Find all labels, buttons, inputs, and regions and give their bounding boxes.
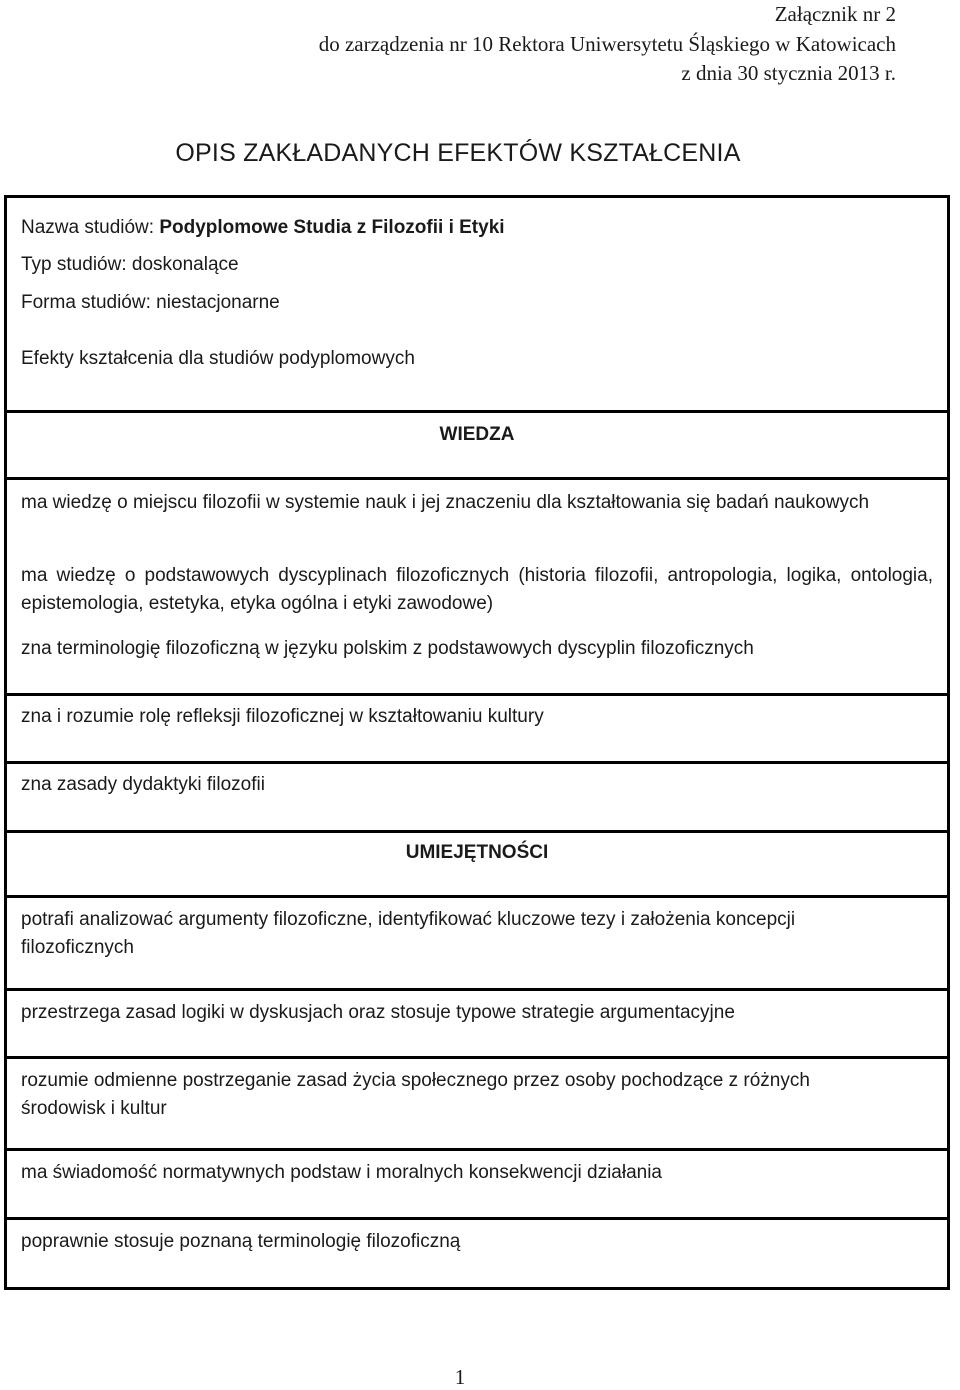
study-type: Typ studiów: doskonalące bbox=[21, 254, 239, 275]
learning-outcomes-table bbox=[4, 195, 950, 1290]
knowledge-item: zna zasady dydaktyki filozofii bbox=[21, 774, 265, 795]
knowledge-item: zna i rozumie rolę refleksji filozoficznej w kształtowaniu kultury bbox=[21, 706, 544, 727]
skills-heading: UMIEJĘTNOŚCI bbox=[405, 842, 549, 863]
study-form: Forma studiów: niestacjonarne bbox=[21, 292, 280, 313]
skills-item: poprawnie stosuje poznaną terminologię filozoficzną bbox=[21, 1231, 461, 1252]
regulation-date: z dnia 30 stycznia 2013 r. bbox=[681, 61, 896, 85]
divider bbox=[7, 477, 947, 480]
skills-item: rozumie odmienne postrzeganie zasad życia społecznego przez osoby pochodzące z różnych środowisk i kultur bbox=[21, 1070, 810, 1119]
regulation-reference: do zarządzenia nr 10 Rektora Uniwersytetu Śląskiego w Katowicach bbox=[318, 31, 896, 56]
divider bbox=[7, 988, 947, 991]
knowledge-item: ma wiedzę o podstawowych dyscyplinach filozoficznych (historia filozofii, antropologia, logika, ontologia, epistemologia, estetyka, etyka ogólna i etyki zawodowe) bbox=[21, 565, 933, 614]
divider bbox=[7, 1148, 947, 1151]
effects-description: Efekty kształcenia dla studiów podyplomowych bbox=[21, 348, 415, 369]
document-title: OPIS ZAKŁADANYCH EFEKTÓW KSZTAŁCENIA bbox=[175, 139, 741, 167]
study-name bbox=[7, 214, 947, 242]
divider bbox=[7, 761, 947, 764]
divider bbox=[7, 1217, 947, 1220]
knowledge-heading: WIEDZA bbox=[439, 424, 515, 445]
divider bbox=[7, 830, 947, 833]
page-number: 1 bbox=[454, 1365, 466, 1389]
skills-item: ma świadomość normatywnych podstaw i moralnych konsekwencji działania bbox=[21, 1162, 662, 1183]
divider bbox=[7, 1056, 947, 1059]
study-name-label: Nazwa studiów: bbox=[21, 217, 160, 238]
skills-item: potrafi analizować argumenty filozoficzne, identyfikować kluczowe tezy i założenia koncepcji filozoficznych bbox=[21, 909, 796, 958]
knowledge-item: zna terminologię filozoficzną w języku polskim z podstawowych dyscyplin filozoficznych bbox=[21, 638, 754, 659]
skills-item: przestrzega zasad logiki w dyskusjach oraz stosuje typowe strategie argumentacyjne bbox=[21, 1002, 735, 1023]
attachment-number: Załącznik nr 2 bbox=[774, 2, 896, 26]
knowledge-item: ma wiedzę o miejscu filozofii w systemie nauk i jej znaczeniu dla kształtowania się badań naukowych bbox=[21, 492, 870, 513]
divider bbox=[7, 693, 947, 696]
divider bbox=[7, 895, 947, 898]
attachment-note bbox=[319, 0, 896, 89]
divider bbox=[7, 410, 947, 413]
study-name-value: Podyplomowe Studia z Filozofii i Etyki bbox=[159, 217, 505, 238]
